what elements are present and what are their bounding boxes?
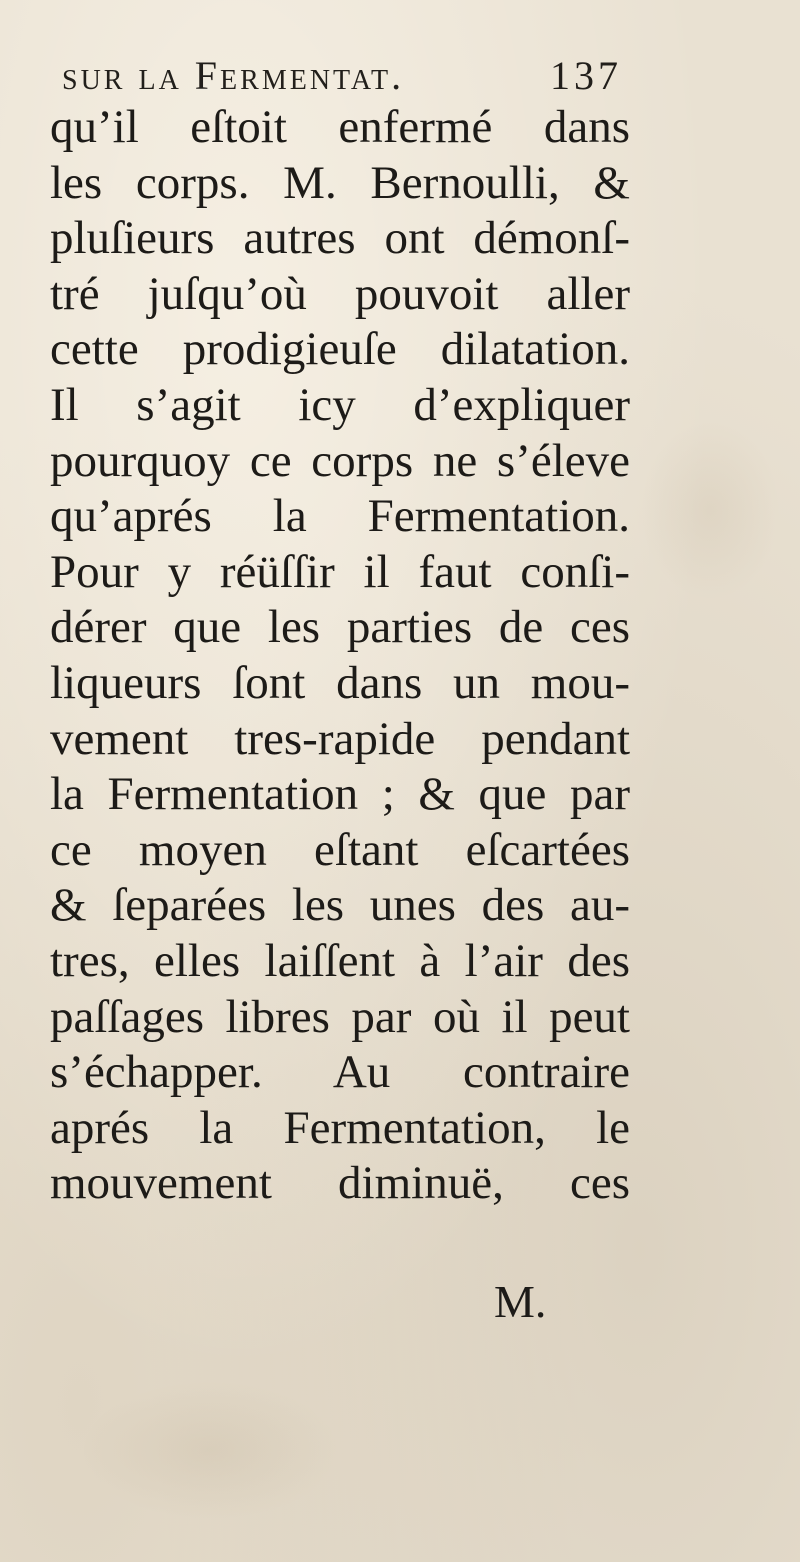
text-line: vement tres-rapide pendant xyxy=(50,712,630,765)
text-line: liqueurs ſont dans un mou- xyxy=(50,656,630,709)
body-text xyxy=(50,100,630,1212)
text-line: cette prodigieuſe dilatation. xyxy=(50,323,630,376)
page-number: 137 xyxy=(550,53,622,98)
text-line: ce moyen eſtant eſcartées xyxy=(50,823,630,876)
text-line: dérer que les parties de ces xyxy=(50,601,630,654)
text-line: mouvement diminuë, ces xyxy=(50,1157,630,1210)
text-line: Il s’agit icy d’expliquer xyxy=(50,378,630,431)
text-line: pluſieurs autres ont démonſ- xyxy=(50,212,630,265)
paper-stain xyxy=(80,1380,340,1520)
text-line: s’échapper. Au contraire xyxy=(50,1046,630,1099)
paper-stain xyxy=(640,420,780,600)
text-line: tré juſqu’où pouvoit aller xyxy=(50,267,630,320)
text-line: pourquoy ce corps ne s’éleve xyxy=(50,434,630,487)
text-line: la Fermentation ; & que par xyxy=(50,768,630,821)
text-line: qu’aprés la Fermentation. xyxy=(50,490,630,543)
text-line: qu’il eſtoit enfermé dans xyxy=(50,101,630,153)
running-head xyxy=(62,52,622,102)
text-line: tres, elles laiſſent à l’air des xyxy=(50,934,630,987)
text-line: les corps. M. Bernoulli, & xyxy=(50,156,630,209)
text-line: & ſeparées les unes des au- xyxy=(50,879,630,932)
running-title: sur la Fermentat. xyxy=(62,53,405,98)
text-line: aprés la Fermentation, le xyxy=(50,1101,630,1154)
text-line: paſſages libres par où il peut xyxy=(50,990,630,1043)
text-line: Pour y réüſſir il faut conſi- xyxy=(50,545,630,598)
catchword: M. xyxy=(494,1276,547,1327)
